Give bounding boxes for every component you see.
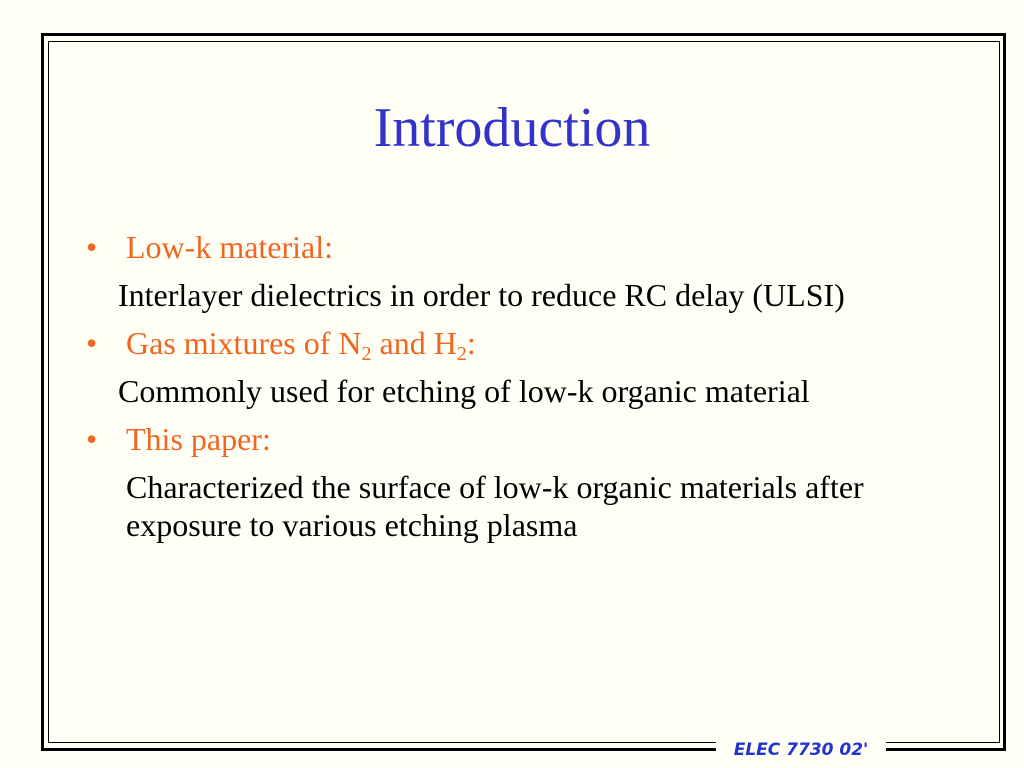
bullet-icon: • xyxy=(86,229,98,265)
bullet-item-gas-mixtures xyxy=(86,324,966,365)
heading-text: Gas mixtures of N xyxy=(126,325,362,361)
bullet-description: Commonly used for etching of low-k organic material xyxy=(118,373,810,409)
subscript: 2 xyxy=(456,343,467,365)
subscript: 2 xyxy=(361,343,372,365)
slide-title: Introduction xyxy=(373,97,651,159)
footer-course-label: ELEC 7730 02' xyxy=(716,735,886,765)
bullet-item-low-k xyxy=(86,228,966,266)
bullet-heading: Low-k material: xyxy=(126,229,334,265)
bullet-item-this-paper xyxy=(86,420,966,458)
heading-text: and H xyxy=(371,325,457,361)
bullet-icon: • xyxy=(86,421,98,457)
bullet-heading: This paper: xyxy=(126,421,271,457)
bullet-heading xyxy=(126,324,476,365)
bullet-description: Interlayer dielectrics in order to reduce RC delay (ULSI) xyxy=(118,277,845,313)
slide-body xyxy=(86,228,966,554)
heading-text: : xyxy=(466,325,476,361)
bullet-icon: • xyxy=(86,325,98,361)
bullet-description: Characterized the surface of low-k organic materials after exposure to various etching plasma xyxy=(126,469,864,543)
